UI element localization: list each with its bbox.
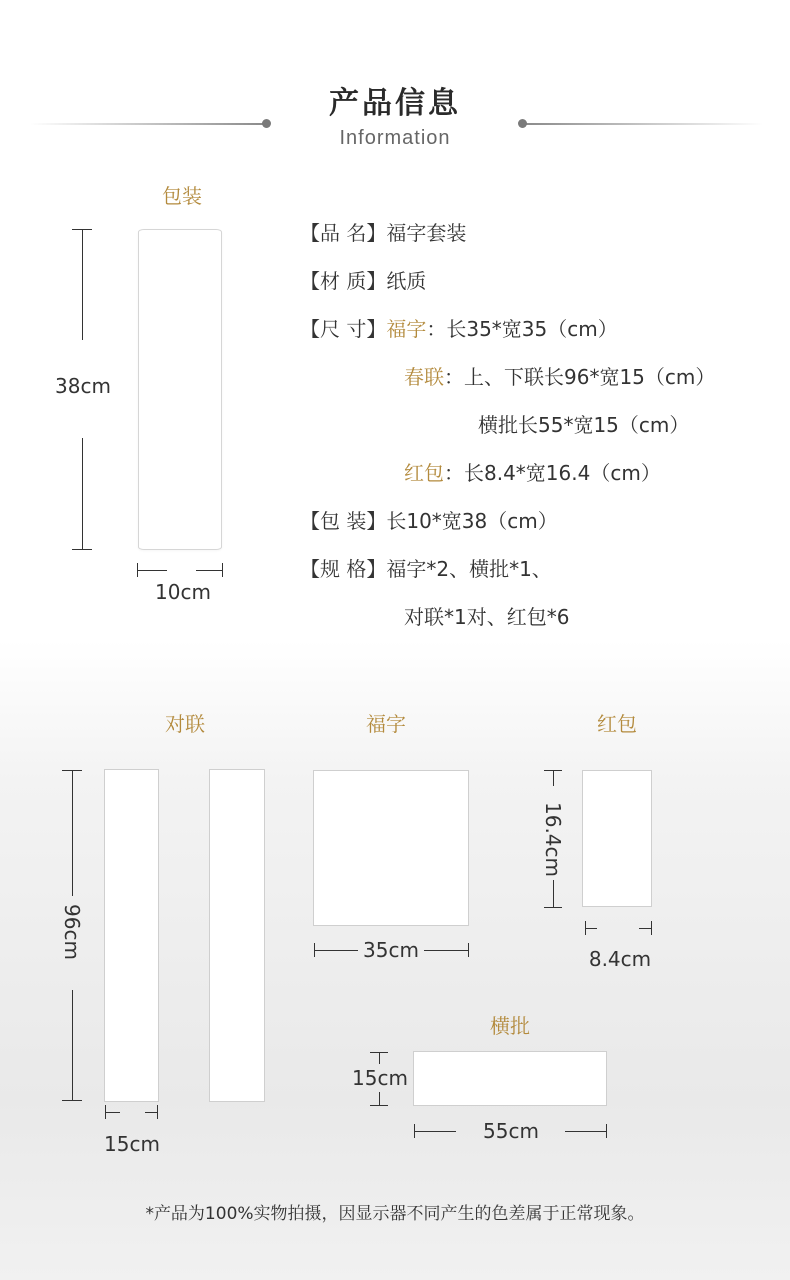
duilian-label: 对联 <box>165 712 205 736</box>
info-value: 横批长55*宽15（cm） <box>478 413 690 437</box>
dim-line <box>553 770 554 786</box>
hongbao-width-dim: 8.4cm <box>588 947 652 971</box>
info-row-hongbao <box>404 457 661 486</box>
title-divider-right <box>523 123 763 125</box>
info-key: 【品 名】 <box>300 221 387 245</box>
dim-tick <box>222 563 223 577</box>
hengpi-box <box>413 1051 607 1106</box>
hengpi-width-dim: 55cm <box>483 1119 539 1143</box>
dim-line <box>137 570 167 571</box>
info-key: 【尺 寸】 <box>300 317 387 341</box>
dim-line <box>72 770 73 896</box>
dim-tick <box>72 549 92 550</box>
hongbao-box <box>582 770 652 907</box>
fuzi-box <box>313 770 469 926</box>
package-height-dim: 38cm <box>55 374 111 398</box>
dim-line <box>105 1112 120 1113</box>
title-divider-left <box>30 123 266 125</box>
hengpi-label: 横批 <box>490 1014 530 1038</box>
dim-line <box>585 928 597 929</box>
info-row-size <box>300 313 618 342</box>
dim-tick <box>468 943 469 957</box>
info-key: 【包 装】 <box>300 509 387 533</box>
info-value: 福字套装 <box>386 221 467 245</box>
info-key: 【材 质】 <box>300 269 387 293</box>
fuzi-size-label: 福字 <box>386 317 427 341</box>
info-row-hengpi <box>478 409 689 438</box>
dim-line <box>82 229 83 340</box>
duilian-right-box <box>209 769 265 1102</box>
chunlian-size-label: 春联 <box>404 365 444 389</box>
dim-tick <box>544 907 562 908</box>
info-value: 纸质 <box>386 269 427 293</box>
dim-tick <box>157 1105 158 1119</box>
package-box <box>138 229 222 550</box>
info-row-name <box>300 217 466 246</box>
dim-line <box>82 438 83 550</box>
hongbao-height-dim: 16.4cm <box>541 802 565 878</box>
hengpi-height-dim: 15cm <box>352 1066 408 1090</box>
info-row-spec-cont <box>404 601 569 630</box>
dim-line <box>379 1092 380 1106</box>
footer-note: *产品为100%实物拍摄，因显示器不同产生的色差属于正常现象。 <box>145 1204 645 1224</box>
dim-tick <box>370 1105 388 1106</box>
info-key: 【规 格】 <box>300 557 387 581</box>
page-title: 产品信息 <box>329 86 461 121</box>
dim-tick <box>62 1100 82 1101</box>
info-row-material <box>300 265 426 294</box>
dim-line <box>553 880 554 907</box>
dim-line <box>314 950 358 951</box>
duilian-height-dim: 96cm <box>60 904 84 960</box>
info-value: 福字*2、横批*1、 <box>386 557 552 581</box>
dim-tick <box>606 1124 607 1138</box>
info-value: ：上、下联长96*宽15（cm） <box>444 365 716 389</box>
dim-line <box>414 1131 456 1132</box>
duilian-width-dim: 15cm <box>104 1132 160 1156</box>
fuzi-width-dim: 35cm <box>363 938 419 962</box>
fuzi-label: 福字 <box>366 712 406 736</box>
dim-line <box>424 950 468 951</box>
info-value: ：长35*宽35（cm） <box>426 317 618 341</box>
info-value: ：长8.4*宽16.4（cm） <box>444 461 661 485</box>
dim-line <box>72 990 73 1101</box>
duilian-left-box <box>104 769 159 1102</box>
info-row-spec <box>300 553 552 582</box>
dim-tick <box>651 921 652 935</box>
hongbao-size-label: 红包 <box>404 461 444 485</box>
info-row-chunlian <box>404 361 715 390</box>
dim-line <box>565 1131 607 1132</box>
info-value: 对联*1对、红包*6 <box>404 605 570 629</box>
page-subtitle: Information <box>339 127 451 149</box>
hongbao-label: 红包 <box>597 712 637 736</box>
dim-line <box>379 1052 380 1064</box>
package-label: 包装 <box>162 184 202 208</box>
info-value: 长10*宽38（cm） <box>386 509 558 533</box>
package-width-dim: 10cm <box>155 580 211 604</box>
dim-line <box>196 570 222 571</box>
info-row-package <box>300 505 558 534</box>
